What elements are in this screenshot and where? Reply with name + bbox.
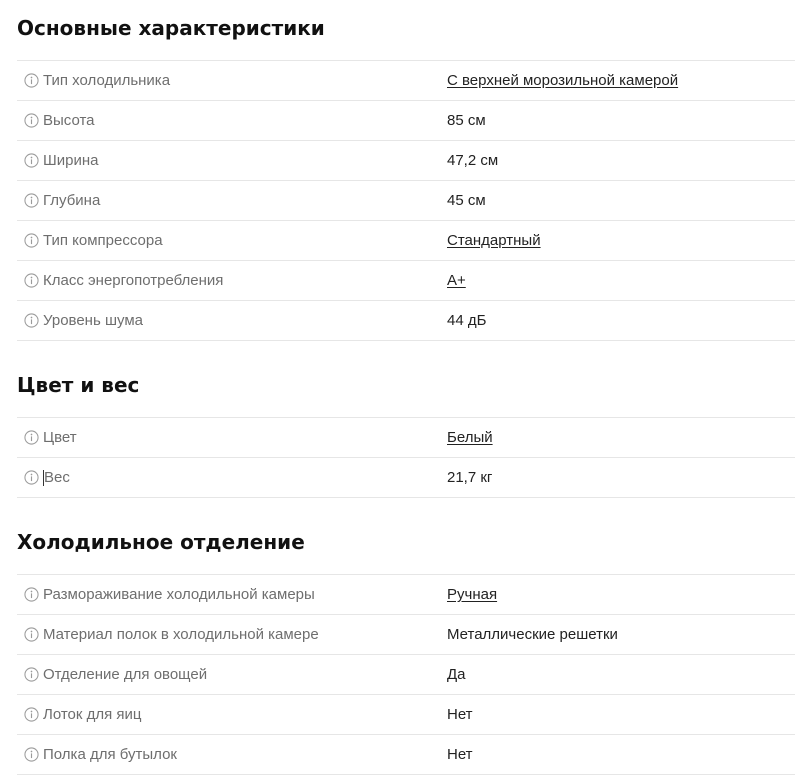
spec-row-noise-level bbox=[17, 301, 795, 341]
spec-label-text: Ширина bbox=[43, 152, 99, 169]
spec-label-text: Цвет bbox=[43, 429, 77, 446]
spec-label bbox=[17, 666, 447, 683]
spec-value-link[interactable]: Ручная bbox=[447, 586, 498, 603]
spec-row-depth bbox=[17, 181, 795, 221]
info-circle-icon[interactable] bbox=[23, 193, 39, 209]
spec-table bbox=[17, 60, 795, 341]
spec-row-energy-class bbox=[17, 261, 795, 301]
spec-label bbox=[17, 152, 447, 169]
info-circle-icon[interactable] bbox=[23, 707, 39, 723]
spec-label-text: Глубина bbox=[43, 192, 101, 209]
spec-value-link[interactable]: A+ bbox=[447, 272, 466, 289]
spec-value: Да bbox=[447, 666, 466, 683]
spec-label-text: Материал полок в холодильной камере bbox=[43, 626, 319, 643]
section-title: Холодильное отделение bbox=[17, 530, 305, 554]
spec-label-text: Отделение для овощей bbox=[43, 666, 208, 683]
info-circle-icon[interactable] bbox=[23, 627, 39, 643]
section-color-weight bbox=[17, 365, 795, 498]
spec-row-width bbox=[17, 141, 795, 181]
info-circle-icon[interactable] bbox=[23, 153, 39, 169]
section-main-characteristics bbox=[17, 8, 795, 341]
spec-label bbox=[17, 429, 447, 446]
spec-label-text: Высота bbox=[43, 112, 95, 129]
spec-row-weight bbox=[17, 458, 795, 498]
spec-row-height bbox=[17, 101, 795, 141]
spec-label bbox=[17, 232, 447, 249]
info-circle-icon[interactable] bbox=[23, 470, 39, 486]
info-circle-icon[interactable] bbox=[23, 430, 39, 446]
spec-label-text: Размораживание холодильной камеры bbox=[43, 586, 315, 603]
spec-label-text: Вес bbox=[44, 469, 70, 486]
spec-label-text: Тип холодильника bbox=[43, 72, 171, 89]
info-circle-icon[interactable] bbox=[23, 233, 39, 249]
section-title: Основные характеристики bbox=[17, 16, 325, 40]
spec-row-compressor-type bbox=[17, 221, 795, 261]
spec-label-text: Класс энергопотребления bbox=[43, 272, 224, 289]
spec-value: Металлические решетки bbox=[447, 626, 618, 643]
spec-row-egg-tray bbox=[17, 695, 795, 735]
spec-table bbox=[17, 574, 795, 775]
spec-label bbox=[17, 586, 447, 603]
spec-value: 44 дБ bbox=[447, 312, 487, 329]
spec-row-shelf-material bbox=[17, 615, 795, 655]
spec-row-defrost bbox=[17, 575, 795, 615]
spec-row-fridge-type bbox=[17, 61, 795, 101]
spec-value: 85 см bbox=[447, 112, 486, 129]
info-circle-icon[interactable] bbox=[23, 73, 39, 89]
spec-value: 45 см bbox=[447, 192, 486, 209]
spec-label bbox=[17, 312, 447, 329]
spec-label bbox=[17, 192, 447, 209]
spec-label bbox=[17, 72, 447, 89]
spec-value: Нет bbox=[447, 706, 473, 723]
specifications-page bbox=[17, 0, 795, 775]
section-fridge-compartment bbox=[17, 522, 795, 775]
spec-label bbox=[17, 112, 447, 129]
info-circle-icon[interactable] bbox=[23, 313, 39, 329]
spec-label bbox=[17, 272, 447, 289]
spec-label-text: Уровень шума bbox=[43, 312, 143, 329]
spec-value-link[interactable]: С верхней морозильной камерой bbox=[447, 72, 679, 89]
spec-row-color bbox=[17, 418, 795, 458]
info-circle-icon[interactable] bbox=[23, 113, 39, 129]
info-circle-icon[interactable] bbox=[23, 747, 39, 763]
spec-table bbox=[17, 417, 795, 498]
spec-value: 47,2 см bbox=[447, 152, 499, 169]
spec-label-text: Полка для бутылок bbox=[43, 746, 177, 763]
section-title: Цвет и вес bbox=[17, 373, 140, 397]
spec-label bbox=[17, 746, 447, 763]
spec-row-bottle-shelf bbox=[17, 735, 795, 775]
info-circle-icon[interactable] bbox=[23, 667, 39, 683]
spec-label bbox=[17, 469, 447, 486]
spec-label-text: Лоток для яиц bbox=[43, 706, 142, 723]
spec-label bbox=[17, 706, 447, 723]
info-circle-icon[interactable] bbox=[23, 273, 39, 289]
spec-value: 21,7 кг bbox=[447, 469, 493, 486]
spec-row-vegetable-drawer bbox=[17, 655, 795, 695]
spec-label bbox=[17, 626, 447, 643]
spec-label-text: Тип компрессора bbox=[43, 232, 163, 249]
spec-value-link[interactable]: Белый bbox=[447, 429, 493, 446]
spec-value-link[interactable]: Стандартный bbox=[447, 232, 541, 249]
spec-value: Нет bbox=[447, 746, 473, 763]
info-circle-icon[interactable] bbox=[23, 587, 39, 603]
